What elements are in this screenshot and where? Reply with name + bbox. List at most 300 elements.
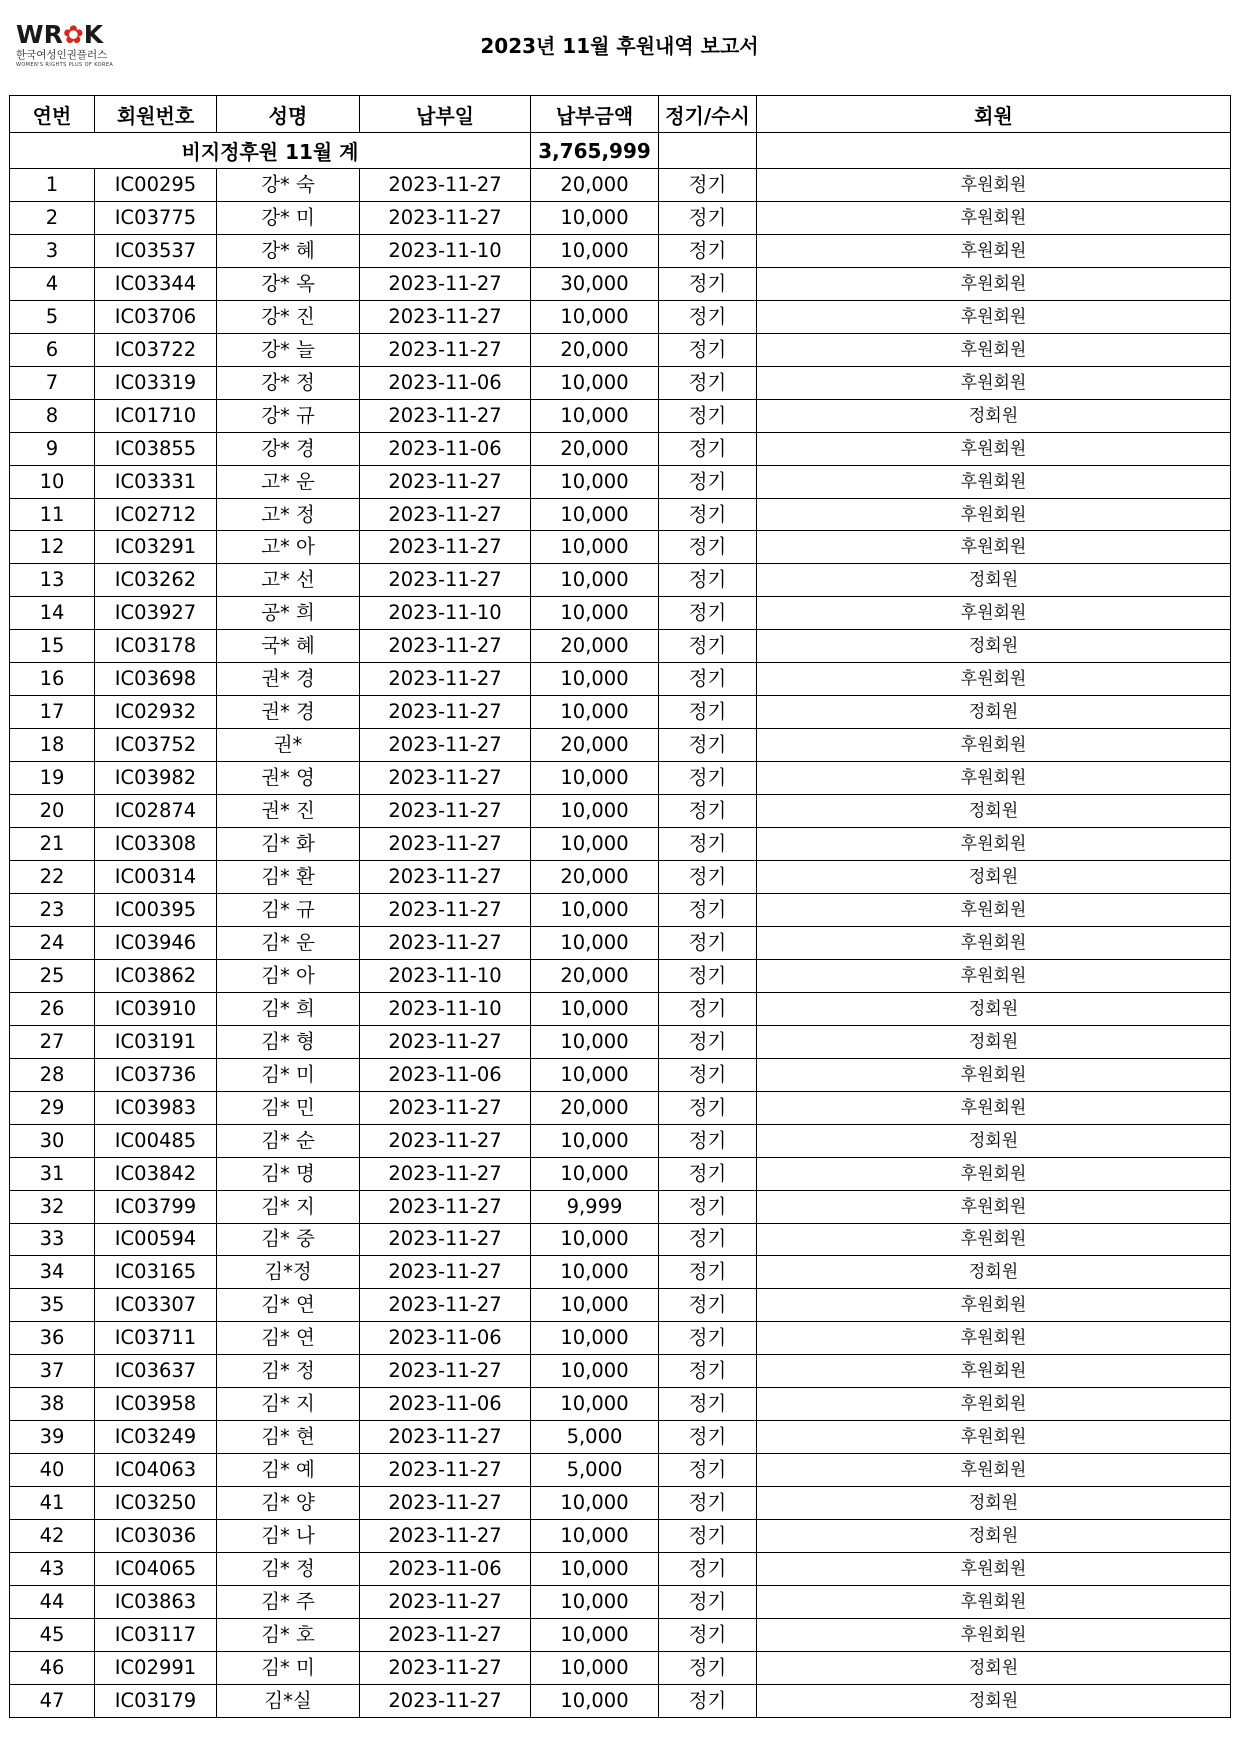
cell-payment-date: 2023-11-27: [360, 762, 531, 795]
cell-payment-type: 정기: [659, 630, 757, 663]
cell-amount: 10,000: [531, 1025, 659, 1058]
cell-amount: 10,000: [531, 1585, 659, 1618]
cell-member-type: 후원회원: [757, 663, 1231, 696]
table-row: [10, 333, 1231, 366]
cell-serial: 18: [10, 729, 95, 762]
total-amount: 3,765,999: [531, 133, 659, 169]
cell-amount: 10,000: [531, 1322, 659, 1355]
cell-payment-type: 정기: [659, 729, 757, 762]
cell-payment-date: 2023-11-27: [360, 729, 531, 762]
table-row: [10, 399, 1231, 432]
cell-payment-date: 2023-11-27: [360, 1223, 531, 1256]
cell-serial: 5: [10, 300, 95, 333]
cell-amount: 10,000: [531, 696, 659, 729]
cell-member-number: IC03308: [95, 828, 217, 861]
cell-payment-date: 2023-11-27: [360, 861, 531, 894]
col-header-payment-date: 납부일: [360, 96, 531, 133]
table-row: [10, 1025, 1231, 1058]
cell-amount: 20,000: [531, 861, 659, 894]
cell-member-number: IC00295: [95, 169, 217, 202]
cell-payment-date: 2023-11-27: [360, 1421, 531, 1454]
table-row: [10, 1421, 1231, 1454]
cell-member-type: 후원회원: [757, 1585, 1231, 1618]
cell-name: 김* 순: [217, 1124, 360, 1157]
cell-amount: 20,000: [531, 630, 659, 663]
table-row: [10, 1289, 1231, 1322]
cell-member-number: IC03982: [95, 762, 217, 795]
cell-member-type: 정회원: [757, 630, 1231, 663]
cell-serial: 44: [10, 1585, 95, 1618]
cell-payment-date: 2023-11-27: [360, 1651, 531, 1684]
cell-amount: 10,000: [531, 1058, 659, 1091]
cell-member-number: IC03775: [95, 201, 217, 234]
cell-member-type: 후원회원: [757, 959, 1231, 992]
cell-member-type: 후원회원: [757, 531, 1231, 564]
cell-payment-type: 정기: [659, 1058, 757, 1091]
cell-member-number: IC03344: [95, 267, 217, 300]
cell-amount: 10,000: [531, 366, 659, 399]
table-row: [10, 531, 1231, 564]
cell-payment-type: 정기: [659, 1487, 757, 1520]
cell-member-type: 후원회원: [757, 762, 1231, 795]
cell-member-type: 정회원: [757, 1520, 1231, 1553]
cell-payment-type: 정기: [659, 300, 757, 333]
cell-payment-type: 정기: [659, 959, 757, 992]
cell-member-number: IC03722: [95, 333, 217, 366]
cell-serial: 11: [10, 498, 95, 531]
cell-payment-date: 2023-11-06: [360, 366, 531, 399]
cell-serial: 38: [10, 1388, 95, 1421]
logo-korean-name: 한국여성인권플러스: [16, 49, 108, 61]
cell-name: 권*: [217, 729, 360, 762]
cell-serial: 35: [10, 1289, 95, 1322]
cell-amount: 10,000: [531, 1223, 659, 1256]
table-row: [10, 926, 1231, 959]
cell-member-type: 정회원: [757, 992, 1231, 1025]
cell-name: 김* 중: [217, 1223, 360, 1256]
col-header-member-type: 회원: [757, 96, 1231, 133]
cell-payment-date: 2023-11-10: [360, 959, 531, 992]
cell-member-type: 후원회원: [757, 366, 1231, 399]
cell-payment-date: 2023-11-27: [360, 300, 531, 333]
table-row: [10, 1322, 1231, 1355]
cell-serial: 8: [10, 399, 95, 432]
cell-member-number: IC03711: [95, 1322, 217, 1355]
cell-member-type: 후원회원: [757, 1618, 1231, 1651]
table-row: [10, 465, 1231, 498]
cell-amount: 10,000: [531, 399, 659, 432]
table-row: [10, 762, 1231, 795]
cell-serial: 45: [10, 1618, 95, 1651]
cell-serial: 10: [10, 465, 95, 498]
table-row: [10, 1454, 1231, 1487]
cell-amount: 10,000: [531, 597, 659, 630]
cell-member-type: 정회원: [757, 1684, 1231, 1717]
cell-amount: 10,000: [531, 1388, 659, 1421]
cell-name: 고* 선: [217, 564, 360, 597]
cell-amount: 10,000: [531, 1684, 659, 1717]
cell-payment-date: 2023-11-27: [360, 169, 531, 202]
cell-payment-type: 정기: [659, 399, 757, 432]
table-row: [10, 1157, 1231, 1190]
cell-member-type: 후원회원: [757, 1058, 1231, 1091]
cell-payment-date: 2023-11-27: [360, 531, 531, 564]
cell-member-number: IC04063: [95, 1454, 217, 1487]
cell-serial: 13: [10, 564, 95, 597]
cell-payment-type: 정기: [659, 1190, 757, 1223]
cell-payment-type: 정기: [659, 201, 757, 234]
cell-serial: 6: [10, 333, 95, 366]
cell-name: 김* 양: [217, 1487, 360, 1520]
cell-member-number: IC03983: [95, 1091, 217, 1124]
cell-serial: 21: [10, 828, 95, 861]
table-row: [10, 1355, 1231, 1388]
cell-name: 김* 환: [217, 861, 360, 894]
cell-payment-type: 정기: [659, 432, 757, 465]
cell-member-number: IC02874: [95, 795, 217, 828]
cell-payment-date: 2023-11-27: [360, 1124, 531, 1157]
cell-member-type: 후원회원: [757, 498, 1231, 531]
table-row: [10, 1487, 1231, 1520]
cell-name: 김* 희: [217, 992, 360, 1025]
cell-amount: 5,000: [531, 1454, 659, 1487]
cell-amount: 10,000: [531, 663, 659, 696]
cell-amount: 10,000: [531, 465, 659, 498]
cell-serial: 3: [10, 234, 95, 267]
cell-name: 고* 정: [217, 498, 360, 531]
cell-payment-type: 정기: [659, 234, 757, 267]
table-row: [10, 696, 1231, 729]
cell-name: 강* 미: [217, 201, 360, 234]
cell-serial: 12: [10, 531, 95, 564]
cell-name: 강* 규: [217, 399, 360, 432]
cell-member-number: IC03179: [95, 1684, 217, 1717]
cell-payment-type: 정기: [659, 465, 757, 498]
cell-member-type: 정회원: [757, 564, 1231, 597]
cell-member-number: IC03862: [95, 959, 217, 992]
table-row: [10, 432, 1231, 465]
cell-member-type: 후원회원: [757, 267, 1231, 300]
cell-member-number: IC03855: [95, 432, 217, 465]
cell-member-type: 후원회원: [757, 333, 1231, 366]
cell-serial: 27: [10, 1025, 95, 1058]
cell-payment-date: 2023-11-27: [360, 267, 531, 300]
table-row: [10, 1618, 1231, 1651]
cell-name: 김* 운: [217, 926, 360, 959]
cell-payment-date: 2023-11-06: [360, 432, 531, 465]
table-row: [10, 630, 1231, 663]
cell-amount: 20,000: [531, 729, 659, 762]
cell-member-type: 후원회원: [757, 465, 1231, 498]
cell-name: 권* 경: [217, 663, 360, 696]
table-row: [10, 828, 1231, 861]
cell-member-number: IC03262: [95, 564, 217, 597]
cell-serial: 29: [10, 1091, 95, 1124]
cell-amount: 10,000: [531, 300, 659, 333]
table-row: [10, 564, 1231, 597]
cell-name: 김* 미: [217, 1651, 360, 1684]
table-row: [10, 992, 1231, 1025]
cell-serial: 15: [10, 630, 95, 663]
cell-name: 김* 정: [217, 1355, 360, 1388]
cell-member-number: IC03319: [95, 366, 217, 399]
table-row: [10, 1058, 1231, 1091]
cell-payment-type: 정기: [659, 1651, 757, 1684]
cell-amount: 20,000: [531, 333, 659, 366]
cell-payment-type: 정기: [659, 1421, 757, 1454]
cell-member-type: 후원회원: [757, 169, 1231, 202]
table-row: [10, 169, 1231, 202]
cell-amount: 10,000: [531, 1618, 659, 1651]
cell-payment-date: 2023-11-06: [360, 1388, 531, 1421]
cell-payment-date: 2023-11-27: [360, 663, 531, 696]
cell-member-type: 후원회원: [757, 1157, 1231, 1190]
cell-member-number: IC00395: [95, 893, 217, 926]
table-row: [10, 795, 1231, 828]
cell-member-type: 정회원: [757, 1124, 1231, 1157]
cell-name: 김* 명: [217, 1157, 360, 1190]
cell-member-type: 후원회원: [757, 432, 1231, 465]
cell-member-number: IC03927: [95, 597, 217, 630]
cell-payment-date: 2023-11-27: [360, 1025, 531, 1058]
cell-payment-date: 2023-11-27: [360, 630, 531, 663]
cell-payment-type: 정기: [659, 926, 757, 959]
col-header-amount: 납부금액: [531, 96, 659, 133]
table-row: [10, 366, 1231, 399]
cell-serial: 30: [10, 1124, 95, 1157]
cell-payment-date: 2023-11-27: [360, 498, 531, 531]
table-row: [10, 663, 1231, 696]
cell-payment-type: 정기: [659, 1520, 757, 1553]
cell-amount: 10,000: [531, 234, 659, 267]
cell-payment-date: 2023-11-27: [360, 465, 531, 498]
cell-member-number: IC03752: [95, 729, 217, 762]
cell-member-number: IC02712: [95, 498, 217, 531]
cell-name: 김* 미: [217, 1058, 360, 1091]
cell-serial: 20: [10, 795, 95, 828]
cell-payment-date: 2023-11-27: [360, 893, 531, 926]
cell-name: 강* 진: [217, 300, 360, 333]
cell-amount: 10,000: [531, 498, 659, 531]
cell-payment-type: 정기: [659, 366, 757, 399]
col-header-name: 성명: [217, 96, 360, 133]
cell-payment-type: 정기: [659, 1454, 757, 1487]
cell-amount: 10,000: [531, 1289, 659, 1322]
cell-payment-type: 정기: [659, 333, 757, 366]
cell-name: 김* 민: [217, 1091, 360, 1124]
cell-member-type: 후원회원: [757, 1421, 1231, 1454]
cell-member-number: IC03910: [95, 992, 217, 1025]
cell-payment-type: 정기: [659, 531, 757, 564]
cell-amount: 30,000: [531, 267, 659, 300]
cell-serial: 42: [10, 1520, 95, 1553]
cell-amount: 10,000: [531, 926, 659, 959]
cell-amount: 10,000: [531, 201, 659, 234]
table-row: [10, 729, 1231, 762]
cell-name: 김*실: [217, 1684, 360, 1717]
total-empty-cell: [757, 133, 1231, 169]
cell-payment-type: 정기: [659, 597, 757, 630]
cell-member-number: IC00485: [95, 1124, 217, 1157]
cell-payment-type: 정기: [659, 1585, 757, 1618]
cell-member-number: IC00594: [95, 1223, 217, 1256]
report-title: 2023년 11월 후원내역 보고서: [480, 34, 759, 58]
table-row: [10, 1585, 1231, 1618]
cell-member-type: 정회원: [757, 696, 1231, 729]
cell-serial: 34: [10, 1256, 95, 1289]
cell-serial: 25: [10, 959, 95, 992]
cell-member-number: IC03178: [95, 630, 217, 663]
cell-serial: 28: [10, 1058, 95, 1091]
cell-member-type: 후원회원: [757, 828, 1231, 861]
cell-payment-date: 2023-11-27: [360, 1585, 531, 1618]
cell-member-type: 후원회원: [757, 1388, 1231, 1421]
cell-payment-date: 2023-11-27: [360, 926, 531, 959]
cell-payment-date: 2023-11-27: [360, 201, 531, 234]
cell-payment-type: 정기: [659, 861, 757, 894]
cell-serial: 40: [10, 1454, 95, 1487]
cell-member-number: IC03537: [95, 234, 217, 267]
cell-name: 국* 혜: [217, 630, 360, 663]
cell-member-number: IC03958: [95, 1388, 217, 1421]
table-row: [10, 1553, 1231, 1586]
cell-member-number: IC01710: [95, 399, 217, 432]
cell-amount: 20,000: [531, 959, 659, 992]
cell-member-type: 정회원: [757, 1487, 1231, 1520]
logo-mark-prefix: WR: [16, 20, 63, 49]
cell-member-type: 후원회원: [757, 1322, 1231, 1355]
cell-payment-date: 2023-11-27: [360, 1289, 531, 1322]
logo-mark-suffix: K: [83, 20, 104, 49]
cell-member-type: 후원회원: [757, 1289, 1231, 1322]
cell-name: 강* 경: [217, 432, 360, 465]
cell-payment-type: 정기: [659, 663, 757, 696]
cell-serial: 2: [10, 201, 95, 234]
cell-amount: 10,000: [531, 795, 659, 828]
total-row: [10, 133, 1231, 169]
cell-name: 김* 규: [217, 893, 360, 926]
cell-payment-type: 정기: [659, 267, 757, 300]
table-row: [10, 893, 1231, 926]
col-header-member-number: 회원번호: [95, 96, 217, 133]
cell-member-type: 정회원: [757, 399, 1231, 432]
cell-payment-date: 2023-11-06: [360, 1322, 531, 1355]
cell-serial: 47: [10, 1684, 95, 1717]
table-row: [10, 201, 1231, 234]
cell-amount: 20,000: [531, 432, 659, 465]
table-row: [10, 1388, 1231, 1421]
cell-member-number: IC03698: [95, 663, 217, 696]
table-row: [10, 959, 1231, 992]
cell-name: 김* 지: [217, 1388, 360, 1421]
cell-member-number: IC03249: [95, 1421, 217, 1454]
cell-member-number: IC02991: [95, 1651, 217, 1684]
cell-member-number: IC03842: [95, 1157, 217, 1190]
table-row: [10, 1256, 1231, 1289]
cell-payment-date: 2023-11-27: [360, 1618, 531, 1651]
cell-serial: 17: [10, 696, 95, 729]
cell-member-type: 정회원: [757, 861, 1231, 894]
cell-serial: 46: [10, 1651, 95, 1684]
cell-member-number: IC03036: [95, 1520, 217, 1553]
cell-member-type: 후원회원: [757, 1091, 1231, 1124]
cell-payment-type: 정기: [659, 1025, 757, 1058]
cell-serial: 37: [10, 1355, 95, 1388]
cell-payment-type: 정기: [659, 1091, 757, 1124]
cell-member-number: IC03736: [95, 1058, 217, 1091]
cell-serial: 16: [10, 663, 95, 696]
cell-member-number: IC04065: [95, 1553, 217, 1586]
cell-member-type: 정회원: [757, 1651, 1231, 1684]
cell-member-type: 정회원: [757, 1256, 1231, 1289]
cell-name: 김* 화: [217, 828, 360, 861]
cell-payment-type: 정기: [659, 1355, 757, 1388]
cell-serial: 36: [10, 1322, 95, 1355]
cell-name: 권* 영: [217, 762, 360, 795]
cell-member-number: IC03946: [95, 926, 217, 959]
cell-amount: 10,000: [531, 1256, 659, 1289]
table-row: [10, 1520, 1231, 1553]
table-row: [10, 234, 1231, 267]
cell-amount: 10,000: [531, 1157, 659, 1190]
cell-serial: 33: [10, 1223, 95, 1256]
cell-serial: 31: [10, 1157, 95, 1190]
table-row: [10, 1124, 1231, 1157]
cell-member-type: 후원회원: [757, 1454, 1231, 1487]
cell-name: 김* 나: [217, 1520, 360, 1553]
cell-member-type: 후원회원: [757, 729, 1231, 762]
cell-name: 김* 호: [217, 1618, 360, 1651]
cell-member-number: IC00314: [95, 861, 217, 894]
cell-payment-type: 정기: [659, 1553, 757, 1586]
cell-name: 김* 주: [217, 1585, 360, 1618]
cell-member-number: IC03291: [95, 531, 217, 564]
cell-amount: 10,000: [531, 1124, 659, 1157]
cell-member-type: 후원회원: [757, 234, 1231, 267]
cell-member-type: 후원회원: [757, 1223, 1231, 1256]
cell-name: 김* 정: [217, 1553, 360, 1586]
cell-member-number: IC03331: [95, 465, 217, 498]
cell-member-type: 후원회원: [757, 926, 1231, 959]
cell-payment-type: 정기: [659, 1322, 757, 1355]
cell-payment-type: 정기: [659, 828, 757, 861]
total-label: 비지정후원 11월 계: [10, 133, 531, 169]
cell-payment-date: 2023-11-27: [360, 1487, 531, 1520]
table-row: [10, 300, 1231, 333]
cell-amount: 10,000: [531, 893, 659, 926]
cell-payment-type: 정기: [659, 992, 757, 1025]
cell-serial: 24: [10, 926, 95, 959]
cell-name: 김* 형: [217, 1025, 360, 1058]
cell-payment-type: 정기: [659, 1684, 757, 1717]
cell-payment-date: 2023-11-27: [360, 399, 531, 432]
cell-member-number: IC03637: [95, 1355, 217, 1388]
cell-payment-date: 2023-11-27: [360, 795, 531, 828]
cell-amount: 20,000: [531, 1091, 659, 1124]
cell-member-number: IC03706: [95, 300, 217, 333]
cell-payment-type: 정기: [659, 564, 757, 597]
cell-member-type: 후원회원: [757, 1355, 1231, 1388]
table-row: [10, 597, 1231, 630]
cell-name: 강* 숙: [217, 169, 360, 202]
cell-payment-type: 정기: [659, 893, 757, 926]
cell-payment-type: 정기: [659, 762, 757, 795]
cell-payment-date: 2023-11-27: [360, 828, 531, 861]
cell-member-number: IC03117: [95, 1618, 217, 1651]
cell-payment-date: 2023-11-27: [360, 1684, 531, 1717]
cell-payment-type: 정기: [659, 169, 757, 202]
cell-amount: 10,000: [531, 762, 659, 795]
